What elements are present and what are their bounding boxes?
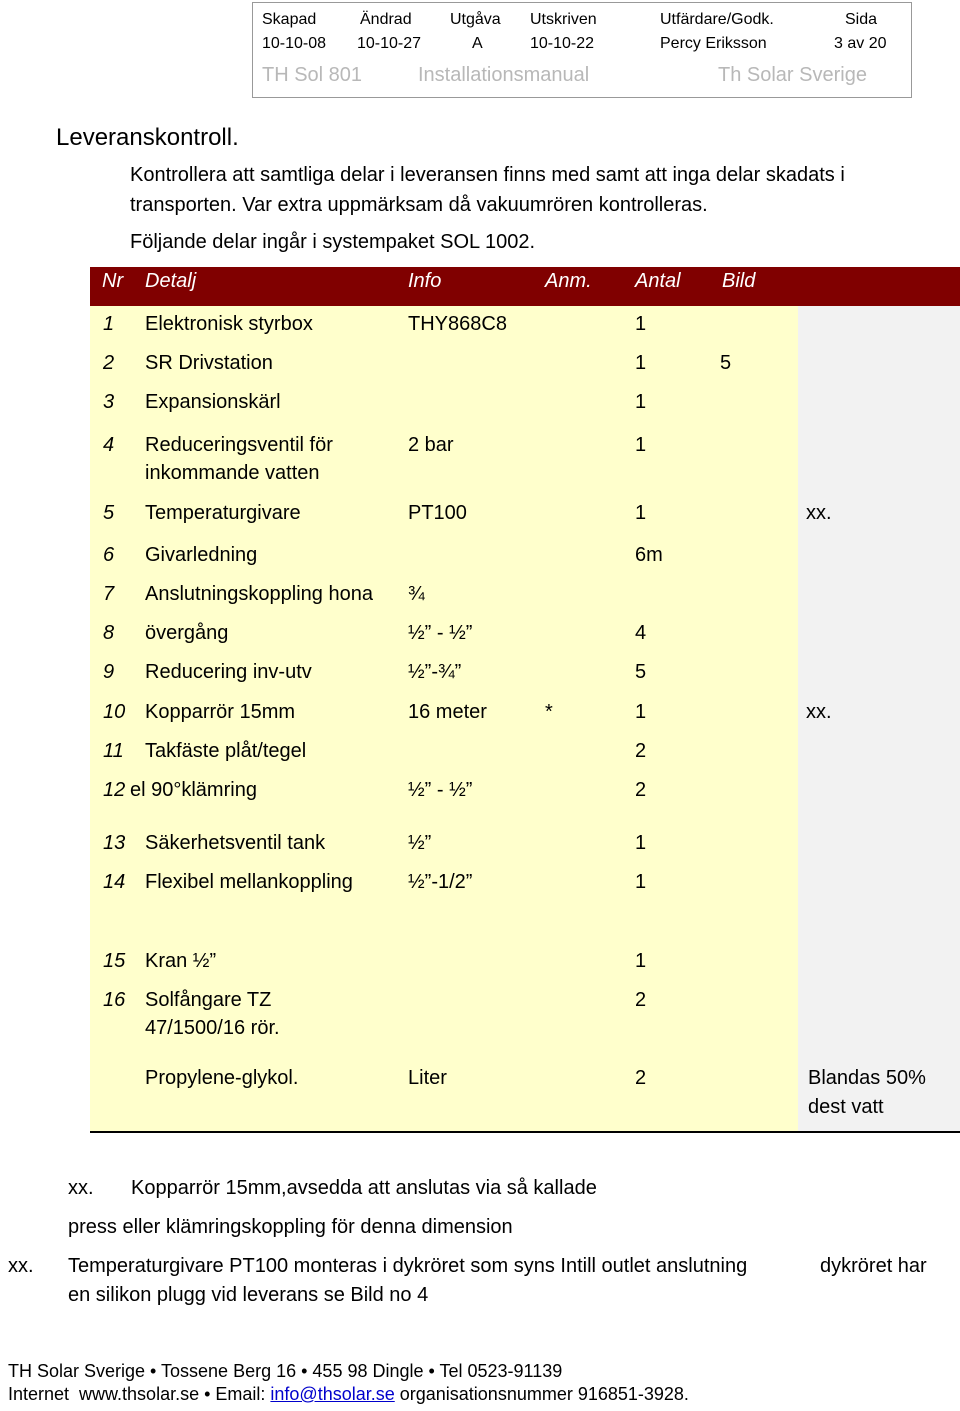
row-detail: Propylene-glykol. [145, 1067, 299, 1089]
row-antal: 1 [635, 502, 647, 524]
row-detail: Flexibel mellankoppling [145, 871, 353, 893]
row-nr: 1 [103, 313, 115, 335]
col-header-bild: Bild [722, 270, 756, 292]
row-nr: 15 [103, 950, 126, 972]
note-1-line-2: press eller klämringskoppling för denna dimension [68, 1216, 513, 1238]
row-nr: 10 [103, 701, 126, 723]
row-info: ¾ [408, 583, 425, 605]
row-antal: 1 [635, 701, 647, 723]
row-detail-line2: inkommande vatten [145, 462, 320, 484]
row-nr: 9 [103, 661, 115, 683]
row-nr: 7 [103, 583, 115, 605]
note-2-marker: xx. [8, 1255, 34, 1277]
row-antal: 6m [635, 544, 663, 566]
row-detail: Temperaturgivare [145, 502, 301, 524]
table-bottom-rule [90, 1131, 960, 1133]
col-header-nr: Nr [102, 270, 124, 292]
row-detail: Kopparrör 15mm [145, 701, 296, 723]
col-header-info: Info [408, 270, 442, 292]
row-detail: el 90°klämring [130, 779, 257, 801]
row-info: ½”-¾” [408, 661, 462, 683]
row-nr: 12 [103, 779, 126, 801]
row-info: THY868C8 [408, 313, 507, 335]
footer-address: TH Solar Sverige • Tossene Berg 16 • 455 98 Dingle • Tel 0523-91139 [8, 1361, 563, 1381]
header-label-issuer: Utfärdare/Godk. [660, 11, 774, 28]
row-nr: 3 [103, 391, 115, 413]
row-detail: Solfångare TZ [145, 989, 272, 1011]
header-label-printed: Utskriven [530, 11, 597, 28]
row-antal: 1 [635, 352, 647, 374]
header-value-printed: 10-10-22 [530, 35, 595, 52]
row-info: ½” - ½” [408, 779, 473, 801]
note-2-line-1: Temperaturgivare PT100 monteras i dykröret som syns Intill outlet anslutning [68, 1255, 748, 1277]
footer-email-link[interactable]: info@thsolar.se [270, 1384, 395, 1404]
row-info: ½”-1/2” [408, 871, 473, 893]
header-value-edition: A [472, 35, 483, 52]
col-header-detail: Detalj [145, 270, 197, 292]
row-bild: xx. [806, 701, 832, 723]
col-header-anm: Anm. [545, 270, 592, 292]
row-anm: * [545, 701, 553, 723]
row-antal: 1 [635, 391, 647, 413]
row-nr: 8 [103, 622, 115, 644]
intro-line-3: Följande delar ingår i systempaket SOL 1002. [130, 231, 536, 253]
row-bild: Blandas 50% [808, 1067, 926, 1089]
header-value-created: 10-10-08 [262, 35, 327, 52]
row-detail: Elektronisk styrbox [145, 313, 313, 335]
row-detail-line2: 47/1500/16 rör. [145, 1017, 280, 1039]
row-antal: 1 [635, 950, 647, 972]
header-label-edition: Utgåva [450, 11, 501, 28]
row-antal: 1 [635, 871, 647, 893]
row-extra: 5 [720, 352, 732, 374]
row-detail: Expansionskärl [145, 391, 281, 413]
row-detail: Säkerhetsventil tank [145, 832, 326, 854]
row-detail: Kran ½” [145, 950, 217, 972]
row-nr: 6 [103, 544, 115, 566]
row-antal: 2 [635, 779, 647, 801]
col-header-antal: Antal [635, 270, 681, 292]
row-info: 16 meter [408, 701, 487, 723]
row-antal: 1 [635, 313, 647, 335]
row-info: ½” - ½” [408, 622, 473, 644]
note-2-line-2: en silikon plugg vid leverans se Bild no 4 [68, 1284, 429, 1306]
header-label-page: Sida [845, 11, 878, 28]
footer-contact-prefix: Internet www.thsolar.se • Email: [8, 1384, 271, 1404]
header-product-title: TH Sol 801 [262, 64, 363, 86]
row-detail: Anslutningskoppling hona [145, 583, 373, 605]
row-nr: 2 [103, 352, 115, 374]
footer-contact-suffix: organisationsnummer 916851-3928. [394, 1384, 689, 1404]
row-antal: 2 [635, 1067, 647, 1089]
header-label-created: Skapad [262, 11, 317, 28]
row-antal: 2 [635, 989, 647, 1011]
row-nr: 5 [103, 502, 115, 524]
row-info: PT100 [408, 502, 467, 524]
row-nr: 4 [103, 434, 115, 456]
row-bild: xx. [806, 502, 832, 524]
header-value-issuer: Percy Eriksson [660, 35, 767, 52]
row-detail: Givarledning [145, 544, 258, 566]
row-info: ½” [408, 832, 432, 854]
row-nr: 16 [103, 989, 126, 1011]
section-title: Leveranskontroll. [56, 124, 239, 151]
row-detail: Reduceringsventil för [145, 434, 333, 456]
header-value-changed: 10-10-27 [357, 35, 422, 52]
row-nr: 11 [103, 740, 124, 762]
header-label-changed: Ändrad [360, 11, 412, 28]
row-info: 2 bar [408, 434, 454, 456]
row-antal: 1 [635, 434, 647, 456]
row-detail: Reducering inv-utv [145, 661, 312, 683]
row-bild-line2: dest vatt [808, 1096, 884, 1118]
header-company-title: Th Solar Sverige [718, 64, 867, 86]
row-antal: 5 [635, 661, 647, 683]
note-1-marker: xx. [68, 1177, 94, 1199]
row-info: Liter [408, 1067, 447, 1089]
header-doc-title: Installationsmanual [418, 64, 590, 86]
row-antal: 4 [635, 622, 647, 644]
note-2-line-1-end: dykröret har [820, 1255, 927, 1277]
note-1-line-1: Kopparrör 15mm,avsedda att anslutas via så kallade [131, 1177, 597, 1199]
row-detail: Takfäste plåt/tegel [145, 740, 307, 762]
row-nr: 14 [103, 871, 126, 893]
intro-line-2: transporten. Var extra uppmärksam då vakuumrören kontrolleras. [130, 194, 708, 216]
row-antal: 2 [635, 740, 647, 762]
row-detail: övergång [145, 622, 229, 644]
table-header-bar [90, 267, 960, 306]
intro-line-1: Kontrollera att samtliga delar i leveransen finns med samt att inga delar skadats i [130, 164, 845, 186]
row-nr: 13 [103, 832, 126, 854]
footer-contact [8, 1384, 689, 1405]
row-antal: 1 [635, 832, 647, 854]
header-value-page: 3 av 20 [834, 35, 887, 52]
row-detail: SR Drivstation [145, 352, 273, 374]
